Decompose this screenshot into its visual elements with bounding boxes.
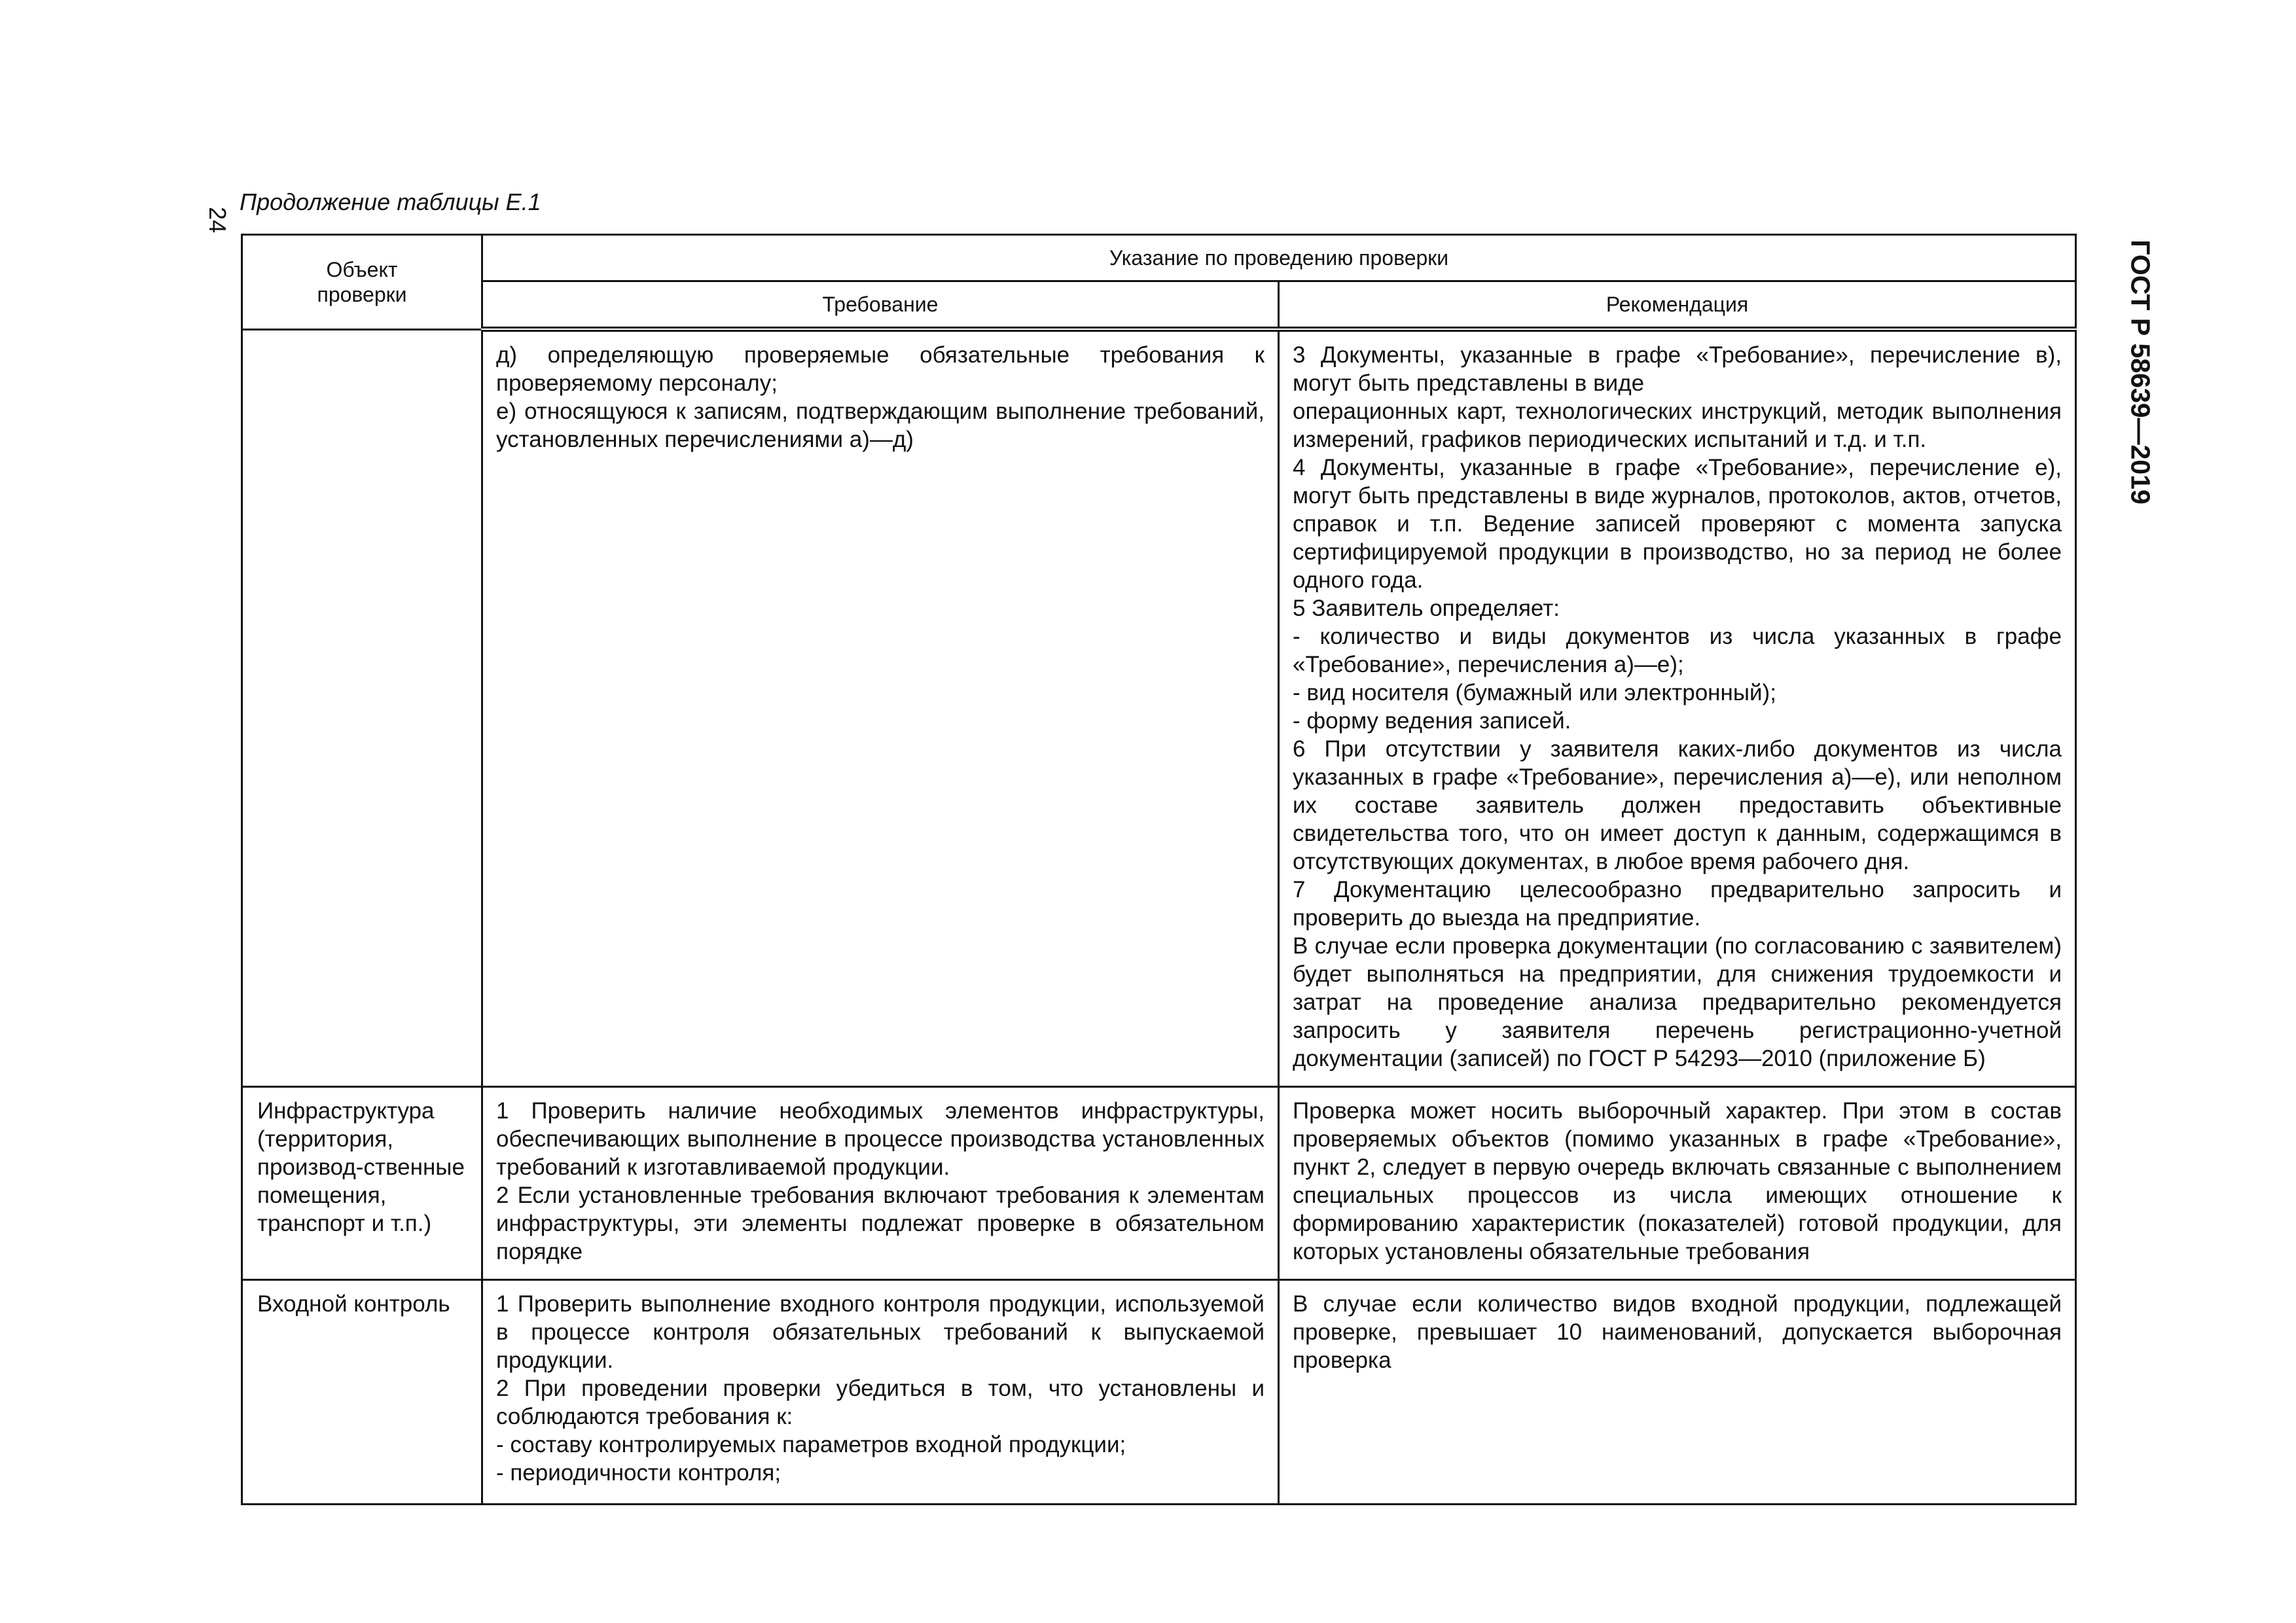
requirement-line: - периодичности контроля;	[496, 1460, 781, 1486]
recommendation-line: Проверка может носить выборочный характер. При этом в состав проверяемых объектов (помимо указанных в графе «Требование», пункт 2, следует в первую очередь включать связанные с выполнением специальных процессов из числа имеющих отношение к формированию характеристик (показателей) готовой продукции, для которых установлены обязательные требования	[1293, 1098, 2062, 1264]
recommendation-line: - форму ведения записей.	[1293, 708, 1571, 734]
requirement-line: 2 Если установленные требования включают требования к элементам инфраструктуры, эти элементы подлежат проверке в обязательном порядке	[496, 1183, 1265, 1264]
table-row	[242, 1087, 2076, 1280]
recommendation-line: операционных карт, технологических инструкций, методик выполнения измерений, графиков периодических испытаний и т.д. и т.п.	[1293, 399, 2062, 452]
object-text	[243, 330, 481, 353]
recommendation-line: - вид носителя (бумажный или электронный);	[1293, 680, 1776, 705]
recommendation-line: 4 Документы, указанные в графе «Требование», перечисление е), могут быть представлены в виде журналов, протоколов, актов, отчетов, справок и т.п. Ведение записей проверяют с момента запуска сертифицируемой продукции в производство, но за период не более одного года.	[1293, 455, 2062, 593]
requirement-line: 2 При проведении проверки убедиться в том, что установлены и соблюдаются требования к:	[496, 1376, 1265, 1429]
object-cell	[242, 1280, 482, 1505]
table-row	[242, 1280, 2076, 1505]
requirement-cell	[482, 329, 1279, 1087]
header-requirement: Требование	[482, 281, 1279, 330]
header-object-label: Объект проверки	[317, 257, 407, 306]
recommendation-line: 7 Документацию целесообразно предварительно запросить и проверить до выезда на предприятие.	[1293, 877, 2062, 931]
table-caption: Продолжение таблицы Е.1	[240, 188, 541, 215]
requirement-line: 1 Проверить выполнение входного контроля продукции, используемой в процессе контроля обязательных требований к выпускаемой продукции.	[496, 1291, 1265, 1373]
recommendation-cell	[1279, 1280, 2076, 1505]
requirement-line: - составу контролируемых параметров входной продукции;	[496, 1432, 1126, 1457]
requirement-cell	[482, 1087, 1279, 1280]
header-spec: Указание по проведению проверки	[482, 235, 2076, 281]
recommendation-line: 3 Документы, указанные в графе «Требование», перечисление в), могут быть представлены в виде	[1293, 342, 2062, 396]
requirement-line: е) относящуюся к записям, подтверждающим выполнение требований, установленных перечислениями а)—д)	[496, 399, 1265, 452]
recommendation-line: В случае если проверка документации (по согласованию с заявителем) будет выполняться на предприятии, для снижения трудоемкости и затрат на проведение анализа предварительно рекомендуется запросить у заявителя перечень регистрационно-учетной документации (записей) по ГОСТ Р 54293—2010 (приложение Б)	[1293, 933, 2062, 1071]
recommendation-line: - количество и виды документов из числа указанных в графе «Требование», перечисления а)—е);	[1293, 624, 2062, 677]
table-row	[242, 329, 2076, 1087]
object-cell	[242, 1087, 482, 1280]
recommendation-cell	[1279, 329, 2076, 1087]
requirement-cell	[482, 1280, 1279, 1505]
requirement-line: 1 Проверить наличие необходимых элементов инфраструктуры, обеспечивающих выполнение в процессе производства установленных требований к изготавливаемой продукции.	[496, 1098, 1265, 1180]
recommendation-line: В случае если количество видов входной продукции, подлежащей проверке, превышает 10 наименований, допускается выборочная проверка	[1293, 1291, 2062, 1373]
recommendation-line: 5 Заявитель определяет:	[1293, 596, 1560, 621]
recommendation-line: 6 При отсутствии у заявителя каких-либо документов из числа указанных в графе «Требование», перечисления а)—е), или неполном их составе заявитель должен предоставить объективные свидетельства того, что он имеет доступ к данным, содержащимся в отсутствующих документах, в любое время рабочего дня.	[1293, 736, 2062, 874]
inspection-table	[241, 234, 2077, 1505]
object-cell	[242, 329, 482, 1087]
header-recommendation: Рекомендация	[1279, 281, 2076, 330]
object-text: Инфраструктура (территория, производ-ственные помещения, транспорт и т.п.)	[257, 1098, 465, 1236]
requirement-line: д) определяющую проверяемые обязательные требования к проверяемому персоналу;	[496, 342, 1265, 396]
page-number: 24	[204, 206, 231, 234]
header-object	[242, 235, 482, 330]
object-text: Входной контроль	[257, 1291, 450, 1317]
document-code: ГОСТ Р 58639—2019	[2125, 240, 2156, 505]
recommendation-cell	[1279, 1087, 2076, 1280]
